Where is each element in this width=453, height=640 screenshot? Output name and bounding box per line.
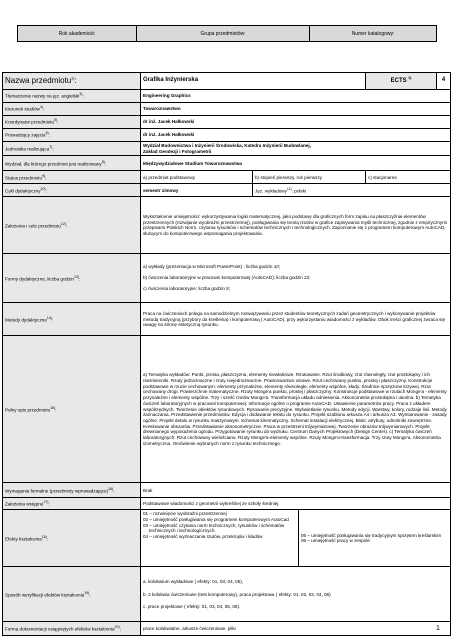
academic-year-label: Rok akademicki: bbox=[18, 26, 137, 41]
row-verification bbox=[3, 567, 451, 622]
row-content bbox=[3, 336, 451, 483]
page-number: 1 bbox=[436, 625, 440, 632]
catalog-number-label: Numer katalogowy: bbox=[351, 30, 395, 37]
row-outcomes bbox=[3, 510, 451, 567]
forms-item: a) wykłady (prezentacja w Microsoft PowerPoint) ; liczba godzin 10; bbox=[143, 264, 281, 270]
row-direction bbox=[3, 103, 451, 116]
row-prereq-formal bbox=[3, 483, 451, 498]
verification-label: Sposób weryfikacji efektów kształcenia$^{19)}$: bbox=[3, 567, 141, 622]
methods-value: Praca na ćwiczeniach polega na samodzielnym rozwiązywaniu przez studentów teoretycznych zadań geometrycznych i wykonywanie projektów metodą tradycyjną (przybory do kreślenia) i komputerową ( AutoCAD), przy wykorzystaniu wiadomości z wykładów. Obok treści graficznej zwraca się uwagę na stronę estetyczną rysunku. bbox=[141, 303, 451, 336]
outcome-item: 05 – umiejętność posługiwania się tradycyjnym sprzętem kreślarskim bbox=[301, 532, 442, 538]
outcome-item: 03 – umiejętność czytania norm technicznych, rysunków i schematów technicznych i technologicznych. bbox=[143, 522, 285, 534]
documentation-value: prace kolokwialne, arkusze ćwiczeniowe, pliki bbox=[141, 622, 451, 636]
outcomes-left bbox=[141, 510, 299, 567]
status-label: Status przedmiotu$^{9)}$: bbox=[3, 171, 141, 184]
prereq-value: Podstawowe wiadomości z geometrii wykreślnej ze szkoły średniej. bbox=[141, 498, 451, 510]
row-course-name bbox=[3, 73, 451, 90]
aims-label: Założenia i cele przedmiotu$^{12)}$: bbox=[3, 197, 141, 254]
row-methods bbox=[3, 303, 451, 336]
status-c: c) stacjonarne bbox=[366, 171, 451, 184]
outcome-item: 02 – umiejętność posługiwania się programem komputerowym AutoCad bbox=[143, 517, 289, 523]
status-a: a) przedmiot podstawowy bbox=[141, 171, 253, 184]
row-documentation bbox=[3, 622, 451, 636]
coordinator-label: Koordynator przedmiotu$^{5)}$: bbox=[3, 116, 141, 129]
row-forms bbox=[3, 254, 451, 303]
group-label: Grupa przedmiotów: bbox=[137, 26, 310, 41]
prereq-label: Założenia wstępne$^{17)}$: bbox=[3, 498, 141, 510]
row-cycle bbox=[3, 184, 451, 197]
verification-list bbox=[141, 567, 451, 622]
faculty-value: Międzywydziałowe Studium Towaroznawstwa bbox=[141, 156, 451, 171]
faculty-label: Wydział, dla którego przedmiot jest realizowany$^{8)}$: bbox=[3, 156, 141, 171]
content-label: Pełny opis przedmiotu$^{15)}$: bbox=[3, 336, 141, 483]
unit-value-line2: Zakład Geodezji i Fotogrametrii bbox=[143, 148, 212, 154]
prereq-formal-label: Wymagania formalne (przedmioty wprowadzające)$^{16)}$: bbox=[3, 483, 141, 498]
unit-value-line1: Wydział Budownictwa i Inżynierii Środowiska, Katedra Inżynierii Budowlanej, bbox=[143, 143, 311, 148]
row-prereq bbox=[3, 498, 451, 510]
verification-item: b. 2 kolokwia ćwiczeniowe (test komputerowy), praca projektowa ( efekty: 01, 02, 03, 04, 06) bbox=[143, 591, 331, 597]
unit-value bbox=[141, 142, 451, 156]
ects-label: ECTS $^{2)}$ bbox=[366, 73, 437, 90]
coordinator-value: dr inż. Jacek Hałkowski bbox=[141, 116, 451, 129]
forms-item: c) ćwiczenia laboratoryjne; liczba godzin 8; bbox=[143, 285, 231, 291]
translation-label: Tłumaczenie nazwy na jęz. angielski$^{3)}$: bbox=[3, 90, 141, 103]
outcomes-right bbox=[299, 510, 451, 567]
row-aims bbox=[3, 197, 451, 254]
content-value: a) Tematyka wykładów: Punkt, prosta, płaszczyzna, elementy niewłaściwe. Rzutowanie. Rzut środkowy, rzut równoległy, rzut prostokątny i ich niezmienniki. Rzuty jednoznaczne i rzuty niejednoznaczne. Powinowactwo osiowe. Rzut cechowany punktu, prostej i płaszczyzny. Konstrukcje podstawowe w rzucie cechowanym: elementy przynależne, elementy równoległe, elementy wspólne, kłady. Średnice sprzężone krzywej. Rzut cechowany drogi. Powierzchnie matematyczne. Rzuty Monge'a punktu, prostej i płaszczyzny. Konstrukcje podstawowe w rzutach Monge'a - elementy przynależne i elementy wspólne. Trzy i sześć rzutów Monge'a. Transformacja układu odniesienia. Aksonometria prostokątna i ukośna. b) Tematyka ćwiczeń laboratoryjnych w pracowni komputerowej: Informacje ogólne o programie AutoCAD. Ustawienie parametrów pracy. Praca z układem współrzędnych. Tworzenie obiektów rysunkowych. Rysowanie precyzyjne. Wyświetlanie rysunku. Metody edycji. Warstwy, kolory, rodzaje linii. Metody zaznaczania. Przedstawienie przedmiotów. Edycja i dodawanie tekstu do rysunku. Projekt szablonu arkusza A4 i arkusza A3. Wymiarowanie - zasady ogólne. Projekt detalu w rysunku maszynowym. Schemat kinematyczny. Schemat instalacji elektrycznej. Bloki, atrybuty, odnośniki zewnętrzne. Kreskowanie obszarów. Przedstawianie aksonometryczne. Praca w przestrzeni trójwymiarowej. Tworzenie obrazów trójwymiarowych. Projekt drewnianego wyposażenia ogrodu. Przygotowanie rysunku do wydruku. Centrum Danych Projektowych (Design Center). c) Tematyka ćwiczeń laboratoryjnych: Rzut cechowany wielościanu. Rzuty Monge'a-elementy wspólne. Rzuty Monge'a-transformacja. Trzy rzuty Monge'a. Aksonometria izometryczna. Omówienie wybranych norm z rysunku technicznego. bbox=[141, 336, 451, 483]
course-name-value: Grafika Inżynierska bbox=[141, 73, 366, 90]
unit-label: Jednostka realizująca$^{7)}$: bbox=[3, 142, 141, 156]
direction-value: Towaroznawstwo bbox=[141, 103, 451, 116]
row-unit bbox=[3, 142, 451, 156]
instructor-label: Prowadzący zajęcia$^{6)}$: bbox=[3, 129, 141, 142]
row-faculty bbox=[3, 156, 451, 171]
row-instructor bbox=[3, 129, 451, 142]
direction-label: Kierunek studiów$^{4)}$: bbox=[3, 103, 141, 116]
row-status bbox=[3, 171, 451, 184]
verification-item: a. kolokwium wykładowe ( efekty: 01, 03, 04, 05), bbox=[143, 578, 244, 584]
translation-value: Engineering Graphics bbox=[141, 90, 451, 103]
instructor-value: dr inż. Jacek Hałkowski bbox=[141, 129, 451, 142]
documentation-label: Forma dokumentacji osiągniętych efektów kształcenia$^{20)}$: bbox=[3, 622, 141, 636]
forms-label: Formy dydaktyczne, liczba godzin$^{13)}$: bbox=[3, 254, 141, 303]
verification-item: c. prace projektowe ( efekty: 01, 03, 04, 05, 06). bbox=[143, 604, 241, 610]
language-cell: Jęz. wykładowy$^{11)}$: polski bbox=[253, 184, 451, 197]
forms-list bbox=[141, 254, 451, 303]
aims-value: Wykształcenie umiejętności: wykorzystywania logiki matematycznej, jako podstawy dla graficznych form zapisu na płaszczyźnie elementów przestrzennych (rozwijanie wyobraźni przestrzennej), posługiwania się teorią rzutów w grafice zapisywania myśli technicznej, zgodnie z empirycznymi przepisami Polskich Norm, czytania rysunków i schematów technicznych i technologicznych. Zapoznanie się z programem komputerowym AutoCAD, służącym do komputerowego wspomagania projektowania. bbox=[141, 197, 451, 254]
prereq-formal-value: Brak bbox=[141, 483, 451, 498]
outcome-item: 06 – umiejętność pracy w zespole bbox=[301, 538, 370, 544]
status-b: b) stopień pierwszy, rok pierwszy bbox=[253, 171, 366, 184]
forms-item: b) ćwiczenia laboratoryjne w pracowni komputerowej (AutoCAD); liczba godzin 22; bbox=[143, 275, 311, 281]
cycle-label: Cykl dydaktyczny$^{10)}$: bbox=[3, 184, 141, 197]
outcomes-label: Efekty kształcenia$^{18)}$: bbox=[3, 510, 141, 567]
header-bar bbox=[17, 25, 437, 42]
row-translation bbox=[3, 90, 451, 103]
cycle-value: semestr zimowy bbox=[141, 184, 253, 197]
row-coordinator bbox=[3, 116, 451, 129]
course-name-label: Nazwa przedmiotu$^{1)}$: bbox=[3, 73, 141, 90]
outcome-item: 04 – umiejętność wyznaczania rzutów, przekrojów i kładów bbox=[143, 534, 263, 540]
course-sheet-table bbox=[2, 72, 451, 636]
outcome-item: 01 – rozwinięcie wyobraźni przestrzennej bbox=[143, 511, 227, 517]
methods-label: Metody dydaktyczne$^{14)}$: bbox=[3, 303, 141, 336]
ects-value: 4 bbox=[437, 73, 451, 90]
